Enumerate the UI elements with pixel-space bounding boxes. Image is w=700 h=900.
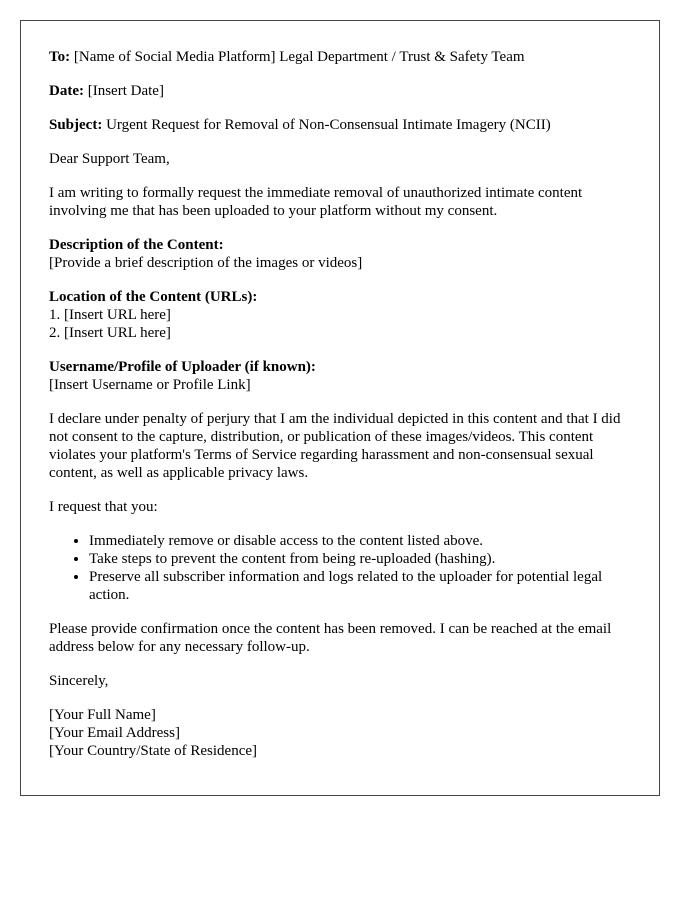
subject-line [49,116,631,134]
to-line [49,48,631,66]
request-list [49,532,631,604]
date-label: Date: [49,83,84,99]
closing-paragraph: Please provide confirmation once the content has been removed. I can be reached at the email address below for any necessary follow-up. [49,621,612,655]
signature-block [49,706,631,760]
letter-container [20,20,660,796]
signature-email: [Your Email Address] [49,725,180,741]
to-label: To: [49,49,71,65]
subject-label: Subject: [49,117,103,133]
date-line [49,82,631,100]
description-heading: Description of the Content: [49,237,224,253]
request-item: • Preserve all subscriber information and logs related to the uploader for potential legal action. [89,568,631,604]
url-item: 2. [Insert URL here] [49,325,171,341]
uploader-heading: Username/Profile of Uploader (if known): [49,359,316,375]
subject-value: Urgent Request for Removal of Non-Consensual Intimate Imagery (NCII) [106,117,551,133]
url-item: 1. [Insert URL here] [49,307,171,323]
salutation: Dear Support Team, [49,151,170,167]
signature-name: [Your Full Name] [49,707,156,723]
description-section [49,236,631,272]
signature-location: [Your Country/State of Residence] [49,743,258,759]
uploader-section [49,358,631,394]
location-section [49,288,631,342]
request-intro: I request that you: [49,499,158,515]
request-item: • Immediately remove or disable access to the content listed above. [89,532,631,550]
description-value: [Provide a brief description of the images or videos] [49,255,363,271]
request-item: • Take steps to prevent the content from being re-uploaded (hashing). [89,550,631,568]
date-value: [Insert Date] [87,83,164,99]
uploader-value: [Insert Username or Profile Link] [49,377,251,393]
signoff: Sincerely, [49,673,109,689]
location-heading: Location of the Content (URLs): [49,289,258,305]
intro-paragraph: I am writing to formally request the immediate removal of unauthorized intimate content involving me that has been uploaded to your platform without my consent. [49,185,583,219]
to-value: [Name of Social Media Platform] Legal Department / Trust & Safety Team [73,49,525,65]
declaration-paragraph: I declare under penalty of perjury that I am the individual depicted in this content and that I did not consent to the capture, distribution, or publication of these images/videos. This content violates your platform's Terms of Service regarding harassment and non-consensual sexual content, as well as applicable privacy laws. [49,411,621,481]
